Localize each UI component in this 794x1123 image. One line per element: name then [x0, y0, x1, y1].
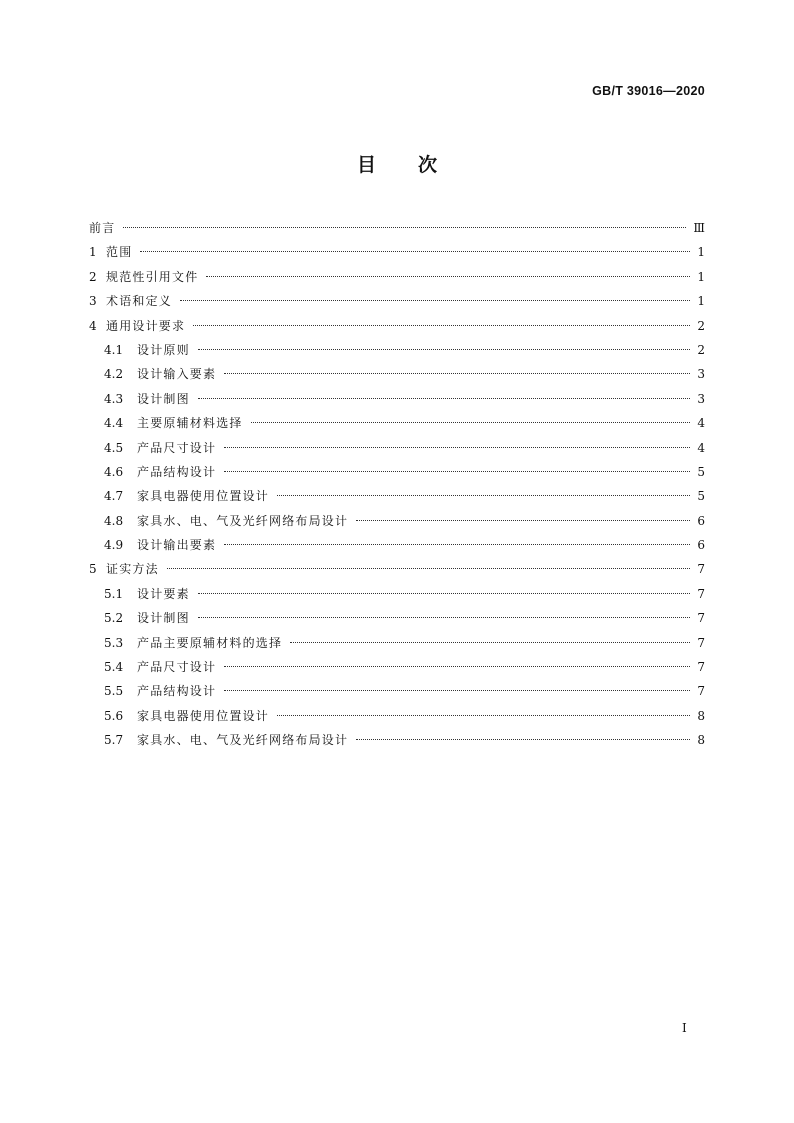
standard-code: GB/T 39016—2020: [592, 84, 705, 98]
toc-leader-dots: [356, 520, 690, 521]
toc-entry[interactable]: [89, 314, 705, 338]
toc-entry-number: 4.3: [104, 391, 124, 406]
toc-entry-number: 4.8: [104, 513, 124, 528]
toc-entry-page: 7: [697, 660, 705, 675]
toc-entry-label: 主要原辅材料选择: [137, 416, 243, 431]
toc-entry-label: 范围: [106, 245, 133, 260]
toc-leader-dots: [251, 422, 690, 423]
toc-entry[interactable]: [89, 509, 705, 533]
toc-entry-page: 7: [697, 562, 705, 577]
toc-entry[interactable]: [89, 484, 705, 508]
toc-entry-page: Ⅲ: [693, 221, 705, 235]
toc-entry-number: 5.2: [104, 611, 124, 626]
toc-leader-dots: [224, 471, 690, 472]
toc-entry[interactable]: [89, 533, 705, 557]
toc-leader-dots: [224, 666, 690, 667]
toc-entry-label: 设计制图: [137, 391, 190, 406]
toc-entry-label: 产品尺寸设计: [137, 660, 217, 675]
toc-leader-dots: [277, 715, 690, 716]
toc-entry[interactable]: [89, 704, 705, 728]
toc-entry-label: 设计制图: [137, 611, 190, 626]
page-title: 目次: [356, 154, 479, 176]
toc-entry-page: 4: [697, 416, 705, 431]
toc-leader-dots: [224, 447, 690, 448]
toc-entry-page: 1: [697, 269, 705, 284]
toc-entry[interactable]: [89, 582, 705, 606]
toc-entry[interactable]: [89, 289, 705, 313]
toc-entry[interactable]: [89, 387, 705, 411]
toc-entry-page: 6: [697, 513, 705, 528]
toc-entry-label: 家具水、电、气及光纤网络布局设计: [137, 733, 349, 748]
toc-leader-dots: [193, 325, 690, 326]
toc-entry[interactable]: [89, 216, 705, 240]
toc-entry[interactable]: [89, 606, 705, 630]
toc-entry[interactable]: [89, 728, 705, 752]
toc-entry-label: 产品主要原辅材料的选择: [137, 635, 283, 650]
toc-leader-dots: [198, 593, 690, 594]
toc-entry[interactable]: [89, 411, 705, 435]
toc-entry[interactable]: [89, 436, 705, 460]
toc-entry-label: 证实方法: [106, 562, 159, 577]
toc-entry-number: 4.4: [104, 416, 124, 431]
toc-entry-label: 术语和定义: [106, 294, 173, 309]
toc-entry-label: 设计原则: [137, 342, 190, 357]
toc-leader-dots: [198, 398, 690, 399]
toc-entry-label: 设计输入要素: [137, 367, 217, 382]
toc-leader-dots: [277, 495, 690, 496]
toc-entry-number: 5.5: [104, 684, 124, 699]
page-number: I: [682, 1021, 687, 1035]
toc-entry-page: 7: [697, 684, 705, 699]
toc-entry-page: 7: [697, 611, 705, 626]
toc-entry-page: 8: [697, 708, 705, 723]
toc-entry[interactable]: [89, 460, 705, 484]
toc-entry-page: 3: [697, 367, 705, 382]
toc-entry-number: 5.6: [104, 708, 124, 723]
toc-entry-number: 4: [89, 318, 97, 333]
toc-entry-number: 5.4: [104, 660, 124, 675]
toc-entry-number: 5: [89, 562, 97, 577]
toc-entry[interactable]: [89, 631, 705, 655]
toc-entry-number: 4.1: [104, 342, 124, 357]
toc-entry-page: 2: [697, 342, 705, 357]
toc-entry-number: 5.7: [104, 733, 124, 748]
toc-leader-dots: [198, 349, 690, 350]
toc-entry[interactable]: [89, 240, 705, 264]
toc-entry[interactable]: [89, 338, 705, 362]
toc-entry-label: 通用设计要求: [106, 318, 186, 333]
toc-entry-label: 产品结构设计: [137, 684, 217, 699]
table-of-contents: [89, 216, 705, 753]
toc-entry-label: 规范性引用文件: [106, 269, 199, 284]
toc-entry-label: 前言: [89, 221, 116, 235]
toc-entry-label: 家具水、电、气及光纤网络布局设计: [137, 513, 349, 528]
toc-entry-page: 8: [697, 733, 705, 748]
toc-entry-label: 产品尺寸设计: [137, 440, 217, 455]
toc-entry-number: 5.1: [104, 586, 124, 601]
toc-entry-number: 3: [89, 294, 97, 309]
toc-entry[interactable]: [89, 655, 705, 679]
toc-leader-dots: [290, 642, 690, 643]
toc-entry[interactable]: [89, 557, 705, 581]
toc-leader-dots: [224, 544, 690, 545]
toc-entry-number: 4.7: [104, 489, 124, 504]
toc-entry-page: 3: [697, 391, 705, 406]
toc-leader-dots: [224, 373, 690, 374]
toc-leader-dots: [206, 276, 690, 277]
toc-entry-label: 产品结构设计: [137, 464, 217, 479]
toc-entry-number: 4.5: [104, 440, 124, 455]
toc-entry-label: 家具电器使用位置设计: [137, 708, 270, 723]
toc-leader-dots: [180, 300, 690, 301]
toc-entry-label: 家具电器使用位置设计: [137, 489, 270, 504]
toc-entry-number: 1: [89, 245, 97, 260]
toc-entry-page: 1: [697, 294, 705, 309]
toc-entry-page: 5: [697, 464, 705, 479]
toc-entry[interactable]: [89, 265, 705, 289]
toc-entry-number: 4.6: [104, 464, 124, 479]
toc-entry-page: 7: [697, 635, 705, 650]
toc-entry-label: 设计要素: [137, 586, 190, 601]
toc-entry-number: 5.3: [104, 635, 124, 650]
toc-leader-dots: [224, 690, 690, 691]
toc-entry-page: 4: [697, 440, 705, 455]
toc-leader-dots: [140, 251, 690, 252]
toc-entry-page: 6: [697, 538, 705, 553]
toc-leader-dots: [356, 739, 690, 740]
toc-entry-number: 2: [89, 269, 97, 284]
toc-entry-page: 7: [697, 586, 705, 601]
toc-entry-number: 4.9: [104, 538, 124, 553]
toc-entry-label: 设计输出要素: [137, 538, 217, 553]
toc-entry-page: 1: [697, 245, 705, 260]
toc-leader-dots: [123, 227, 686, 228]
toc-leader-dots: [167, 568, 690, 569]
toc-entry-page: 5: [697, 489, 705, 504]
toc-entry[interactable]: [89, 679, 705, 703]
toc-entry-page: 2: [697, 318, 705, 333]
toc-entry-number: 4.2: [104, 367, 124, 382]
toc-leader-dots: [198, 617, 690, 618]
toc-entry[interactable]: [89, 362, 705, 386]
